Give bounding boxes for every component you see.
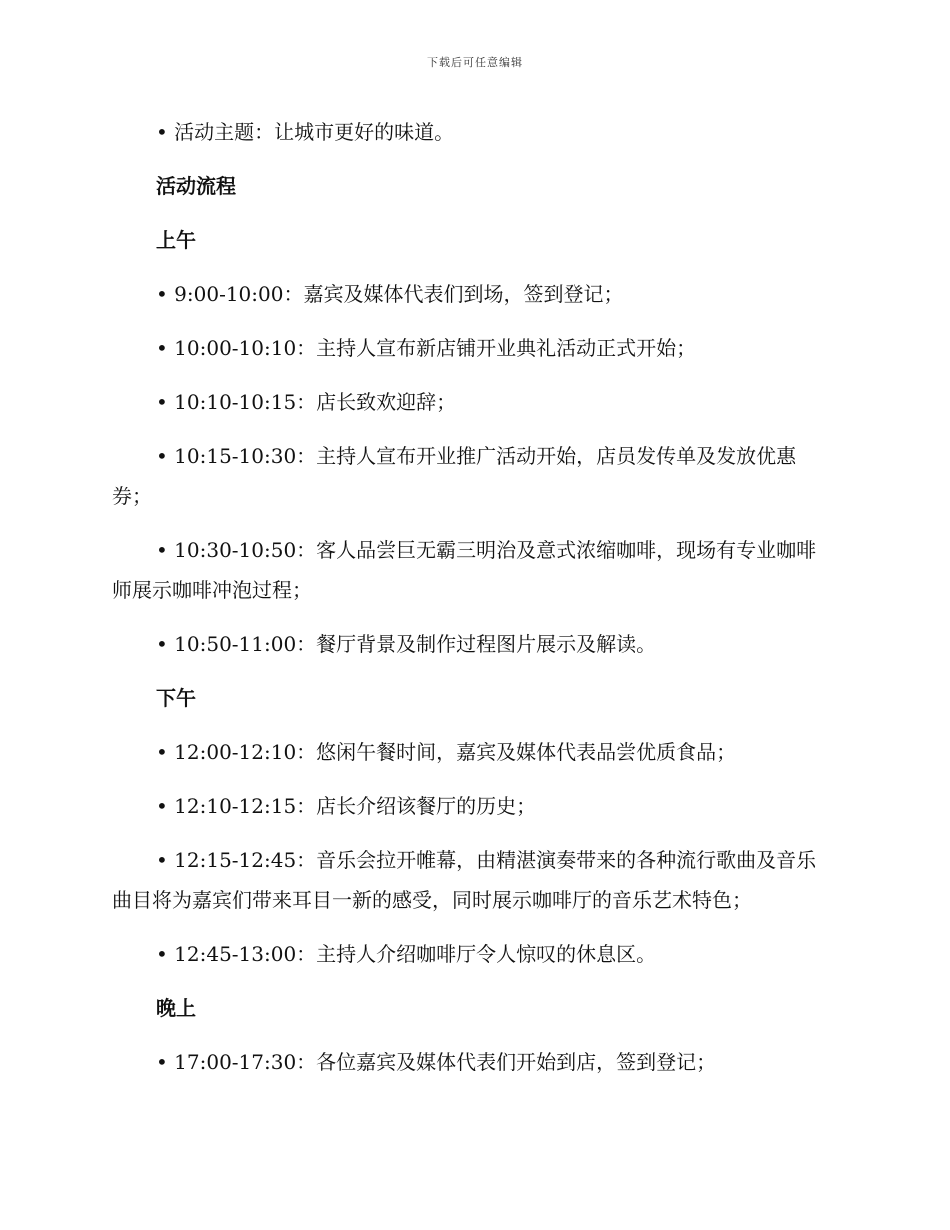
section-heading-afternoon: 下午: [156, 686, 196, 710]
header-note: 下载后可任意编辑: [427, 56, 523, 69]
section-heading-morning: 上午: [156, 228, 196, 252]
section-heading-evening: 晚上: [156, 996, 196, 1020]
schedule-item: • 12:00-12:10：悠闲午餐时间，嘉宾及媒体代表品尝优质食品；: [156, 740, 737, 764]
schedule-item: • 10:15-10:30：主持人宣布开业推广活动开始，店员发传单及发放优惠券；: [112, 444, 797, 508]
schedule-item: • 17:00-17:30：各位嘉宾及媒体代表们开始到店，签到登记；: [156, 1050, 717, 1074]
schedule-item: • 10:00-10:10：主持人宣布新店铺开业典礼活动正式开始；: [156, 336, 697, 360]
schedule-item: • 12:45-13:00：主持人介绍咖啡厅令人惊叹的休息区。: [156, 942, 657, 966]
section-heading-schedule: 活动流程: [156, 174, 236, 198]
schedule-item: • 10:30-10:50：客人品尝巨无霸三明治及意式浓缩咖啡，现场有专业咖啡师展示咖啡冲泡过程；: [112, 538, 817, 602]
schedule-item: • 12:10-12:15：店长介绍该餐厅的历史；: [156, 794, 537, 818]
schedule-item: • 12:15-12:45：音乐会拉开帷幕，由精湛演奏带来的各种流行歌曲及音乐曲目将为嘉宾们带来耳目一新的感受，同时展示咖啡厅的音乐艺术特色；: [112, 848, 817, 912]
schedule-item: • 10:10-10:15：店长致欢迎辞；: [156, 390, 457, 414]
schedule-item: • 9:00-10:00：嘉宾及媒体代表们到场，签到登记；: [156, 282, 624, 306]
document-body: [112, 112, 834, 1096]
schedule-item: • 10:50-11:00：餐厅背景及制作过程图片展示及解读。: [156, 632, 657, 656]
theme-item: • 活动主题：让城市更好的味道。: [156, 120, 455, 144]
